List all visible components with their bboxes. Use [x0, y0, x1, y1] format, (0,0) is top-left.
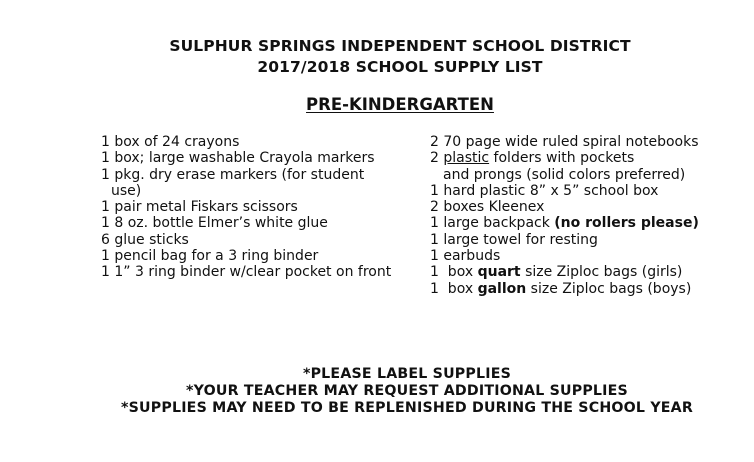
note-additional-supplies: *YOUR TEACHER MAY REQUEST ADDITIONAL SUPPLIES: [186, 383, 628, 399]
grade-heading: PRE-KINDERGARTEN: [306, 95, 494, 114]
supply-item-school-box: 1 hard plastic 8” x 5” school box: [430, 182, 659, 199]
district-title: SULPHUR SPRINGS INDEPENDENT SCHOOL DISTRICT: [169, 37, 631, 55]
folders-qty: 2: [430, 150, 439, 167]
supply-item-pencil-bag: 1 pencil bag for a 3 ring binder: [101, 248, 319, 265]
note-replenish-supplies: *SUPPLIES MAY NEED TO BE REPLENISHED DURING THE SCHOOL YEAR: [121, 400, 693, 416]
supply-item-scissors: 1 pair metal Fiskars scissors: [101, 199, 298, 216]
supply-item-crayons: 1 box of 24 crayons: [101, 134, 240, 150]
supply-item-dry-erase-markers: 1 pkg. dry erase markers (for student: [101, 166, 365, 183]
gallon-suffix: size Ziploc bags (boys): [526, 280, 692, 297]
supply-list-title: 2017/2018 SCHOOL SUPPLY LIST: [257, 58, 543, 76]
folders-rest: folders with pockets: [489, 150, 635, 167]
supply-item-glue-sticks: 6 glue sticks: [101, 231, 189, 248]
note-label-supplies: *PLEASE LABEL SUPPLIES: [302, 366, 512, 382]
quart-size: quart: [477, 264, 521, 281]
supply-item-dry-erase-markers-continued: use): [111, 182, 142, 199]
supply-item-binder: 1 1” 3 ring binder w/clear pocket on front: [101, 264, 392, 281]
right-supply-column: [430, 134, 750, 297]
supply-item-glue: 1 8 oz. bottle Elmer’s white glue: [101, 215, 328, 232]
gallon-size: gallon: [477, 280, 527, 297]
supply-item-quart-bags: [430, 264, 750, 280]
supply-item-backpack: [430, 215, 750, 231]
gallon-prefix: 1 box: [430, 280, 478, 297]
supply-item-markers: 1 box; large washable Crayola markers: [101, 150, 375, 167]
left-supply-column: [101, 134, 401, 281]
backpack-text: 1 large backpack: [430, 215, 555, 232]
supply-item-towel: 1 large towel for resting: [430, 231, 598, 248]
supply-item-kleenex: 2 boxes Kleenex: [430, 199, 545, 216]
supply-item-gallon-bags: [430, 281, 750, 297]
supply-item-earbuds: 1 earbuds: [430, 248, 501, 265]
quart-prefix: 1 box: [430, 264, 478, 281]
supply-item-notebooks: 2 70 page wide ruled spiral notebooks: [430, 134, 699, 150]
folders-underlined-word: plastic: [443, 150, 490, 167]
quart-suffix: size Ziploc bags (girls): [520, 264, 683, 281]
supply-item-folders: [430, 150, 750, 166]
supply-item-folders-continued: and prongs (solid colors preferred): [443, 166, 686, 183]
backpack-note: (no rollers please): [554, 215, 699, 232]
notes-block: [0, 366, 754, 417]
